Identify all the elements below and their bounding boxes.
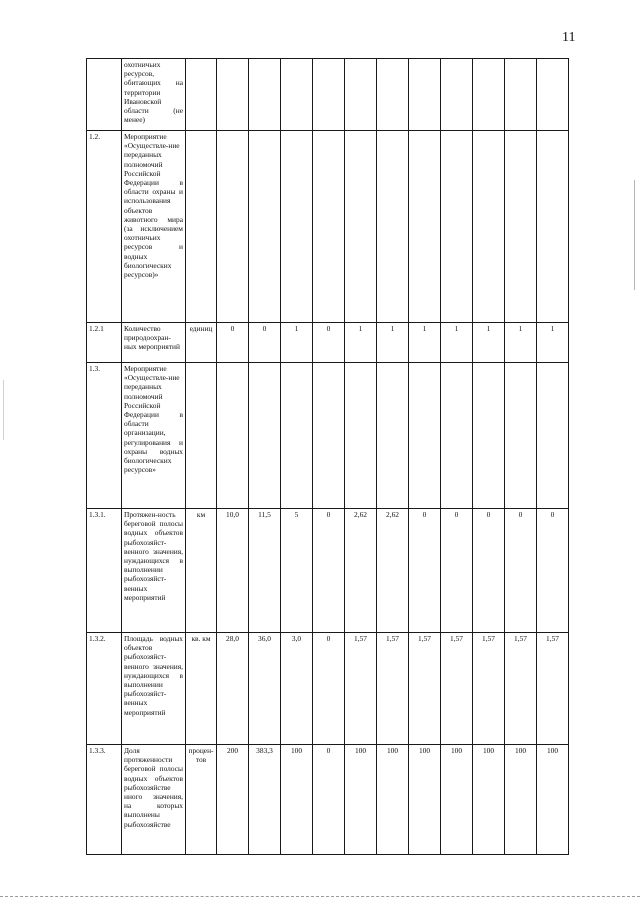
table-row — [87, 745, 569, 855]
indicator-name-cell: Количество природоохран-ных мероприятий — [122, 323, 186, 363]
value-cell — [505, 131, 537, 323]
row-number-cell: 1.2. — [87, 131, 122, 323]
indicator-name-cell: Доля протяженности береговой полосы водных объектов рыбохозяйстве нного значения, на которых выполнены рыбохозяйстве — [122, 745, 186, 855]
value-cell — [345, 59, 377, 131]
value-cell — [217, 363, 249, 509]
value-cell — [409, 363, 441, 509]
value-cell — [473, 59, 505, 131]
value-cell: 5 — [281, 509, 313, 633]
value-cell: 1,57 — [473, 633, 505, 745]
value-cell — [377, 363, 409, 509]
value-cell: 200 — [217, 745, 249, 855]
table-row — [87, 509, 569, 633]
indicator-name-cell: Мероприятие «Осуществле-ние переданных полномочий Российской Федерации в области организации, регулирования и охраны водных биологических ресурсов» — [122, 363, 186, 509]
value-cell: 1,57 — [345, 633, 377, 745]
unit-cell: кв. км — [186, 633, 217, 745]
row-number-cell: 1.3.3. — [87, 745, 122, 855]
table-row — [87, 363, 569, 509]
value-cell: 100 — [441, 745, 473, 855]
value-cell — [537, 363, 569, 509]
value-cell: 1 — [345, 323, 377, 363]
value-cell — [377, 131, 409, 323]
value-cell: 2,62 — [377, 509, 409, 633]
unit-cell — [186, 131, 217, 323]
value-cell — [345, 363, 377, 509]
value-cell: 28,0 — [217, 633, 249, 745]
indicator-name-cell: Протяжен-ность береговой полосы водных объектов рыбохозяйст-венного значения, нуждающихся в выполнении рыбохозяйст-венных мероприятий — [122, 509, 186, 633]
table-row — [87, 323, 569, 363]
value-cell: 100 — [281, 745, 313, 855]
row-number-cell: 1.3.1. — [87, 509, 122, 633]
scan-bottom-rule — [0, 896, 640, 898]
value-cell — [281, 131, 313, 323]
value-cell: 0 — [249, 323, 281, 363]
page-number: 11 — [562, 30, 576, 45]
value-cell — [249, 131, 281, 323]
value-cell: 1,57 — [409, 633, 441, 745]
value-cell: 100 — [377, 745, 409, 855]
value-cell: 100 — [505, 745, 537, 855]
value-cell: 0 — [313, 509, 345, 633]
value-cell: 0 — [441, 509, 473, 633]
value-cell: 1,57 — [537, 633, 569, 745]
value-cell: 0 — [313, 745, 345, 855]
value-cell: 383,3 — [249, 745, 281, 855]
value-cell: 100 — [409, 745, 441, 855]
indicator-name-cell: Площадь водных объектов рыбохозяйст-венного значения, нуждающихся в выполнении рыбохозяйст-венных мероприятий — [122, 633, 186, 745]
unit-cell — [186, 59, 217, 131]
row-number-cell: 1.2.1 — [87, 323, 122, 363]
value-cell — [281, 59, 313, 131]
value-cell: 1,57 — [505, 633, 537, 745]
value-cell — [473, 363, 505, 509]
value-cell — [313, 363, 345, 509]
value-cell: 10,0 — [217, 509, 249, 633]
value-cell — [505, 59, 537, 131]
value-cell: 1 — [377, 323, 409, 363]
value-cell: 0 — [505, 509, 537, 633]
value-cell — [409, 131, 441, 323]
value-cell — [409, 59, 441, 131]
value-cell — [441, 59, 473, 131]
value-cell: 2,62 — [345, 509, 377, 633]
value-cell — [313, 131, 345, 323]
value-cell: 100 — [345, 745, 377, 855]
value-cell: 1 — [409, 323, 441, 363]
value-cell: 3,0 — [281, 633, 313, 745]
value-cell: 0 — [473, 509, 505, 633]
value-cell: 1 — [473, 323, 505, 363]
value-cell: 0 — [313, 633, 345, 745]
value-cell: 0 — [409, 509, 441, 633]
value-cell — [441, 363, 473, 509]
value-cell — [313, 59, 345, 131]
value-cell: 1 — [281, 323, 313, 363]
unit-cell: процен-тов — [186, 745, 217, 855]
row-number-cell — [87, 59, 122, 131]
unit-cell: единиц — [186, 323, 217, 363]
indicator-name-cell: Мероприятие «Осуществле-ние переданных полномочий Российской Федерации в области охраны и использования объектов животного мира (за исключением охотничьих ресурсов и водных биологических ресурсов)» — [122, 131, 186, 323]
value-cell — [281, 363, 313, 509]
value-cell: 0 — [217, 323, 249, 363]
table-row — [87, 633, 569, 745]
value-cell: 0 — [537, 509, 569, 633]
value-cell — [217, 59, 249, 131]
value-cell: 36,0 — [249, 633, 281, 745]
indicators-table — [86, 58, 569, 855]
value-cell — [537, 131, 569, 323]
row-number-cell: 1.3. — [87, 363, 122, 509]
value-cell: 100 — [473, 745, 505, 855]
value-cell: 100 — [537, 745, 569, 855]
scan-edge-mark — [634, 180, 635, 290]
value-cell — [537, 59, 569, 131]
value-cell — [217, 131, 249, 323]
value-cell — [249, 363, 281, 509]
row-number-cell: 1.3.2. — [87, 633, 122, 745]
value-cell — [441, 131, 473, 323]
indicator-name-cell: охотничьих ресурсов, обитающих на территории Ивановской области (не менее) — [122, 59, 186, 131]
value-cell — [473, 131, 505, 323]
value-cell — [249, 59, 281, 131]
value-cell: 1,57 — [441, 633, 473, 745]
unit-cell: км — [186, 509, 217, 633]
value-cell: 0 — [313, 323, 345, 363]
value-cell — [345, 131, 377, 323]
scan-edge-mark — [3, 380, 4, 440]
value-cell — [505, 363, 537, 509]
value-cell — [377, 59, 409, 131]
unit-cell — [186, 363, 217, 509]
value-cell: 1 — [537, 323, 569, 363]
value-cell: 1 — [441, 323, 473, 363]
table-row — [87, 131, 569, 323]
value-cell: 11,5 — [249, 509, 281, 633]
table-row — [87, 59, 569, 131]
value-cell: 1,57 — [377, 633, 409, 745]
value-cell: 1 — [505, 323, 537, 363]
